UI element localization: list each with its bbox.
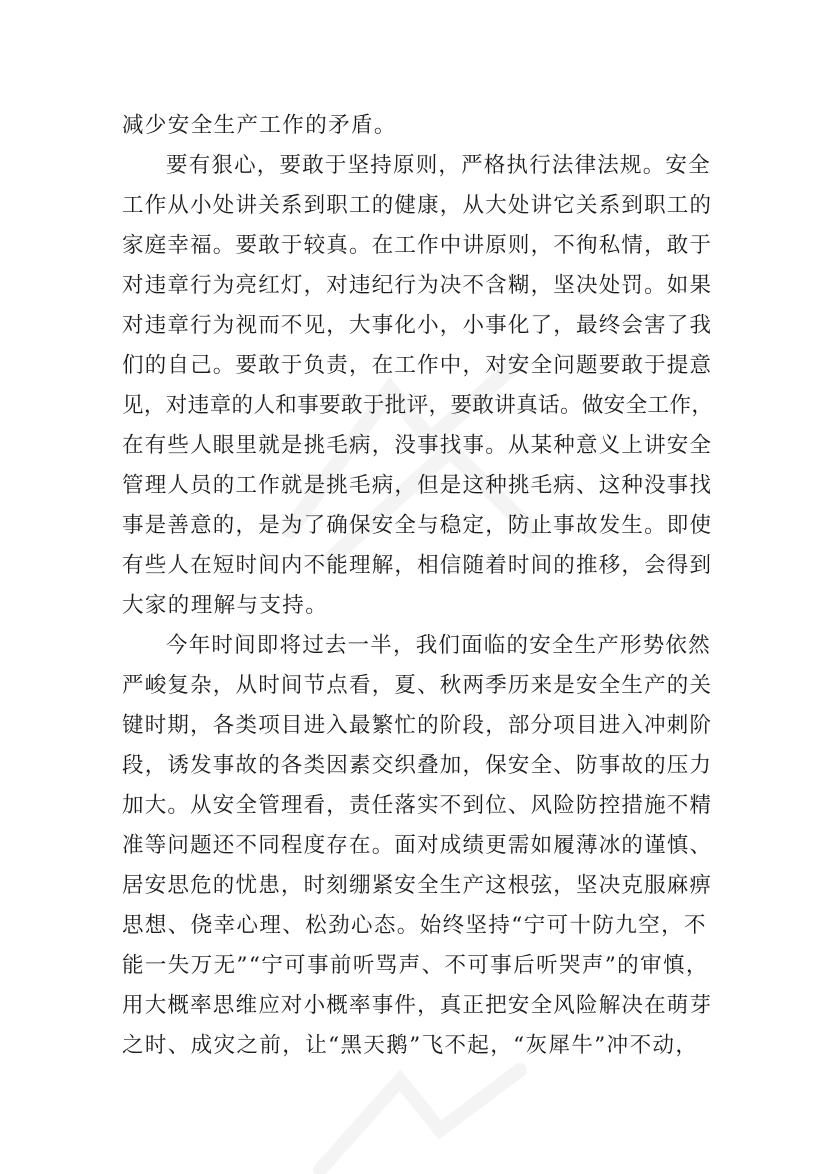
text-line: 严峻复杂，从时间节点看，夏、秋两季历来是安全生产的关 bbox=[122, 673, 713, 698]
text-line: 们的自己。要敢于负责，在工作中，对安全问题要敢于提意 bbox=[122, 353, 713, 378]
text-line: 对违章行为视而不见，大事化小，小事化了，最终会害了我 bbox=[122, 313, 713, 338]
text-line: 加大。从安全管理看，责任落实不到位、风险防控措施不精 bbox=[122, 793, 713, 818]
text-line: 家庭幸福。要敢于较真。在工作中讲原则，不徇私情，敢于 bbox=[122, 233, 713, 258]
text-line: 减少安全生产工作的矛盾。 bbox=[122, 113, 397, 138]
text-line: 准等问题还不同程度存在。面对成绩更需如履薄冰的谨慎、 bbox=[122, 833, 713, 858]
text-line: 管理人员的工作就是挑毛病，但是这种挑毛病、这种没事找 bbox=[122, 473, 713, 498]
text-line: 要有狠心，要敢于坚持原则，严格执行法律法规。安全 bbox=[166, 153, 711, 178]
text-line: 大家的理解与支持。 bbox=[122, 593, 329, 618]
text-line: 段，诱发事故的各类因素交织叠加，保安全、防事故的压力 bbox=[122, 753, 713, 778]
text-line: 之时、成灾之前，让“黑天鹅”飞不起，“灰犀牛”冲不动， bbox=[122, 1033, 699, 1058]
text-line: 有些人在短时间内不能理解，相信随着时间的推移，会得到 bbox=[122, 553, 713, 578]
text-line: 见，对违章的人和事要敢于批评，要敢讲真话。做安全工作， bbox=[122, 393, 714, 418]
text-line: 思想、侥幸心理、松劲心态。始终坚持“宁可十防九空，不 bbox=[122, 913, 707, 938]
text-line: 在有些人眼里就是挑毛病，没事找事。从某种意义上讲安全 bbox=[122, 433, 713, 458]
document-body bbox=[122, 106, 712, 1066]
text-line: 工作从小处讲关系到职工的健康，从大处讲它关系到职工的 bbox=[122, 193, 713, 218]
text-line: 能一失万无”“宁可事前听骂声、不可事后听哭声”的审慎， bbox=[122, 953, 709, 978]
text-line: 事是善意的，是为了确保安全与稳定，防止事故发生。即使 bbox=[122, 513, 713, 538]
text-line: 键时期，各类项目进入最繁忙的阶段，部分项目进入冲刺阶 bbox=[122, 713, 713, 738]
text-line: 今年时间即将过去一半，我们面临的安全生产形势依然 bbox=[166, 633, 711, 658]
text-line: 对违章行为亮红灯，对违纪行为决不含糊，坚决处罚。如果 bbox=[122, 273, 713, 298]
text-line: 居安思危的忧患，时刻绷紧安全生产这根弦，坚决克服麻痹 bbox=[122, 873, 713, 898]
text-line: 用大概率思维应对小概率事件，真正把安全风险解决在萌芽 bbox=[122, 993, 713, 1018]
watermark-bottom-icon bbox=[300, 1060, 540, 1174]
